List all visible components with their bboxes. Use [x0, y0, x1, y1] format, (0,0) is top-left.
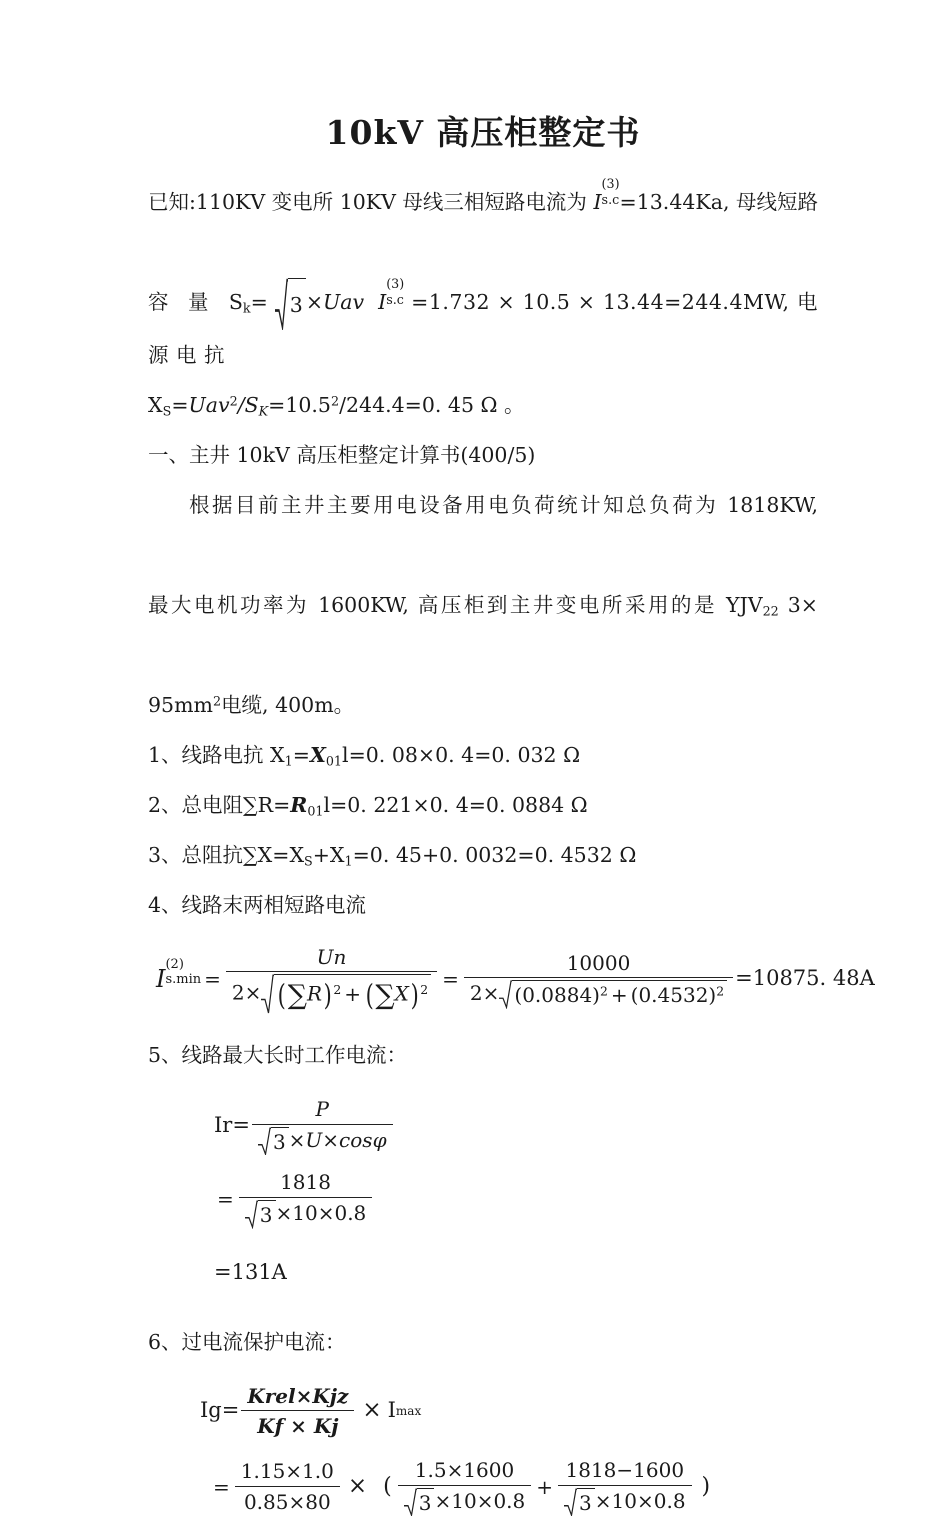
- section-1-paragraph-b: [148, 580, 818, 680]
- item-6-lhs: Ig=: [200, 1398, 240, 1423]
- item-6-f4-denominator: [558, 1486, 692, 1516]
- xs-eval-exponent: 2: [330, 393, 340, 409]
- isc-scripts-2: [386, 276, 405, 310]
- isc-sub-2: s.c: [386, 291, 404, 307]
- sk-subscript: k: [242, 300, 251, 316]
- item-4-fraction-1: [226, 944, 437, 1015]
- intro-line-3: [148, 380, 818, 430]
- item-5-f2-den-rest: ×10×0.8: [275, 1200, 367, 1225]
- item-6-f1-denominator: Kf × Kj: [257, 1413, 339, 1438]
- item-1-rest: l=0. 08×0. 4=0. 032 Ω: [342, 742, 581, 767]
- cable-text: 最大电机功率为 1600KW, 高压柜到主井变电所采用的是 YJV: [148, 592, 763, 617]
- item-4-result: =10875. 48A: [735, 966, 875, 991]
- paren-close-icon: ): [323, 978, 332, 1013]
- item-4-fraction-2: [464, 950, 733, 1009]
- item-4-f1-denominator: [226, 972, 437, 1014]
- sigma-icon: ∑: [375, 980, 395, 1012]
- item-6-formula-1: Ig= $\frac{\text{Krel×Kjz}}{Kf \times Kj}$ × I max: [200, 1383, 422, 1438]
- xs-result: /244.4=0. 45 Ω 。: [339, 392, 525, 417]
- equals-2: =: [171, 392, 189, 417]
- item-1-sub: 1: [284, 753, 293, 769]
- item-4-f1-numerator: Un: [226, 944, 437, 972]
- item-4-f2-numerator: 10000: [464, 950, 733, 978]
- radical-sign-icon: [261, 974, 274, 1014]
- item-6-fraction-4: [558, 1457, 692, 1516]
- intro-line-1: [148, 177, 818, 277]
- item-4-f1-r-exp: 2: [333, 982, 342, 998]
- item-6-f4-numerator: 1818−1600: [558, 1457, 692, 1485]
- xs-subscript: S: [162, 403, 172, 419]
- section-1-paragraph-a: 根据目前主井主要用电设备用电负荷统计知总负荷为 1818KW,: [189, 492, 818, 517]
- xs-eval: =10.5: [268, 392, 331, 417]
- division-slash: /: [237, 392, 245, 417]
- item-1-equals: =: [292, 742, 310, 767]
- item-4-f2-radicand: [512, 980, 727, 1008]
- item-5-formula-2: [214, 1169, 818, 1228]
- paren-close-icon: ): [410, 978, 419, 1013]
- ismin-symbol: I: [156, 964, 166, 993]
- item-5-equals-2: =: [217, 1187, 234, 1212]
- item-6-f1-numerator: Krel×Kjz: [241, 1383, 354, 1411]
- intro-text-b: =13.44Ka, 母线短路: [619, 190, 818, 215]
- item-5-result: =131A: [214, 1259, 287, 1284]
- item-2-var-sub: 01: [307, 803, 324, 819]
- item-6-paren-close: ): [701, 1473, 711, 1499]
- item-6-fraction-3: [398, 1457, 532, 1516]
- symbol-isc-sup: (3): [601, 176, 620, 192]
- item-3-sub-2: 1: [344, 853, 353, 869]
- item-5-f2-numerator: 1818: [239, 1169, 373, 1197]
- item-6-f3-den-rest: ×10×0.8: [434, 1488, 526, 1513]
- sk-subscript-2: K: [258, 403, 269, 419]
- xs-symbol: X: [148, 392, 163, 417]
- item-6-equals-2: =: [213, 1474, 230, 1499]
- item-5-f1-den-rest: ×U×cos: [288, 1127, 373, 1152]
- item-6-f2-denominator: 0.85×80: [243, 1489, 331, 1514]
- item-4-f2-b-exp: 2: [716, 983, 725, 999]
- cable-length: 电缆, 400m。: [221, 692, 355, 717]
- item-4-f1-plus: +: [344, 981, 362, 1006]
- item-3-sub-1: S: [304, 853, 313, 869]
- item-3-plus: +X: [312, 842, 345, 867]
- item-4-f1-radicand: [274, 974, 431, 1014]
- item-4-formula: [156, 944, 875, 1015]
- cable-size-exponent: 2: [212, 693, 222, 709]
- ismin-sub: s.min: [165, 972, 202, 988]
- sqrt-3-radicand: 3: [288, 278, 306, 330]
- isc-symbol-2: I: [378, 290, 387, 315]
- item-5-fraction-1: [252, 1096, 393, 1155]
- item-5-label: 5、线路最大长时工作电流：: [148, 1043, 408, 1068]
- item-3: [148, 830, 818, 880]
- radical-sign-icon: [499, 980, 512, 1008]
- sk-symbol-2: S: [244, 392, 259, 417]
- item-4-equals-1: =: [204, 967, 221, 992]
- intro-line-2: [148, 277, 818, 380]
- section-1-heading: 一、主井 10kV 高压柜整定计算书(400/5): [148, 442, 536, 467]
- item-6-fraction-1: [241, 1383, 354, 1440]
- item-1-var-sub: 01: [325, 753, 343, 769]
- item-4-f1-x-exp: 2: [420, 982, 429, 998]
- uav-term: ×Uav: [305, 290, 365, 315]
- item-6-f3-numerator: 1.5×1600: [398, 1457, 532, 1485]
- item-5-f1-radicand: 3: [271, 1127, 289, 1155]
- sqrt-3-capacity: [275, 278, 306, 330]
- item-6-fraction-2: [235, 1458, 340, 1515]
- item-4-f2-den-lead: 2×: [469, 980, 500, 1005]
- item-1: [148, 730, 818, 780]
- item-2-label: 2、总电阻∑R=: [148, 792, 291, 817]
- item-6-imax: I: [387, 1398, 396, 1423]
- symbol-isc-scripts: [601, 176, 620, 210]
- item-5-f2-radicand: 3: [258, 1200, 276, 1228]
- item-5-f2-sqrt: [245, 1200, 276, 1228]
- cable-size: 95mm: [148, 692, 213, 717]
- item-4-f2-denominator: [464, 978, 733, 1009]
- item-4-label: 4、线路末两相短路电流: [148, 892, 367, 917]
- radical-sign-icon: [258, 1127, 271, 1155]
- ismin-scripts: [165, 956, 202, 991]
- item-5-f2-denominator: [239, 1198, 373, 1229]
- item-6-paren-open: (: [383, 1473, 392, 1499]
- item-6-f4-sqrt: [564, 1488, 595, 1516]
- radical-sign-icon: [245, 1200, 258, 1228]
- item-2: [148, 780, 818, 830]
- item-4-f2-sqrt: [499, 980, 727, 1008]
- paren-open-icon: (: [277, 978, 287, 1013]
- item-2-rest: l=0. 221×0. 4=0. 0884 Ω: [323, 792, 588, 817]
- uav-exponent: 2: [229, 393, 238, 409]
- item-1-label: 1、线路电抗 X: [148, 742, 285, 767]
- item-5-f1-phi: φ: [372, 1127, 387, 1152]
- item-4-f1-r: R: [307, 981, 323, 1006]
- ismin-sup: (2): [165, 956, 184, 972]
- item-6-plus: +: [536, 1474, 554, 1499]
- item-4-equals-2: =: [442, 967, 459, 992]
- item-4-f2-b: (0.4532): [630, 983, 717, 1008]
- item-5-f1-sqrt: [258, 1127, 289, 1155]
- yjv-subscript: 22: [762, 603, 779, 619]
- item-1-var: X: [309, 742, 326, 767]
- item-6-formula-2: [210, 1457, 818, 1516]
- item-6-f3-radicand: 3: [417, 1488, 435, 1516]
- item-2-var: R: [290, 792, 308, 817]
- item-5-f1-numerator: P: [252, 1096, 393, 1124]
- item-4-f1-den-lead: 2×: [231, 980, 262, 1005]
- item-4-f1-x: X: [394, 981, 409, 1006]
- item-6-f4-radicand: 3: [577, 1488, 595, 1516]
- page-title: 10kV 高压柜整定书: [325, 113, 641, 152]
- sigma-icon: ∑: [287, 980, 308, 1012]
- item-4-f2-plus: +: [610, 983, 628, 1008]
- item-6-times: ×: [362, 1397, 382, 1424]
- item-4-f2-a-exp: 2: [599, 983, 608, 999]
- item-4-f2-a: (0.0884): [514, 983, 600, 1008]
- sk-symbol: S: [228, 290, 243, 315]
- isc-sup-2: (3): [386, 276, 405, 292]
- item-6-f3-denominator: [398, 1486, 532, 1516]
- item-5-fraction-2: [239, 1169, 373, 1228]
- item-6-f2-numerator: 1.15×1.0: [235, 1458, 340, 1486]
- equals-1: =: [250, 290, 268, 315]
- capacity-label: 容 量: [148, 290, 215, 315]
- radical-sign-icon: [275, 278, 288, 330]
- item-5-formula-1: [214, 1096, 818, 1155]
- capacity-result: =1.732 × 10.5 × 13.44=244.4MW, 电 源 电 抗: [148, 290, 818, 367]
- intro-text-a: 已知:110KV 变电所 10KV 母线三相短路电流为: [148, 190, 594, 215]
- radical-sign-icon: [404, 1488, 417, 1516]
- item-6-label: 6、过电流保护电流：: [148, 1329, 346, 1354]
- cable-text-cont: 3×: [778, 592, 818, 617]
- item-3-rest: =0. 45+0. 0032=0. 4532 Ω: [352, 842, 637, 867]
- uav-symbol-2: Uav: [188, 392, 230, 417]
- item-3-label: 3、总阻抗∑X=X: [148, 842, 305, 867]
- paren-open-icon: (: [365, 978, 374, 1013]
- symbol-isc: I: [593, 190, 602, 215]
- item-5-lhs: Ir=: [214, 1113, 250, 1138]
- radical-sign-icon: [564, 1488, 577, 1516]
- item-6-f4-den-rest: ×10×0.8: [594, 1488, 686, 1513]
- section-1-paragraph-c: [148, 680, 818, 730]
- symbol-isc-sub: s.c: [601, 191, 620, 207]
- item-5-f1-denominator: [252, 1125, 393, 1156]
- item-4-f1-sqrt: [261, 974, 431, 1014]
- item-6-f3-sqrt: [404, 1488, 435, 1516]
- item-6-times-2: ×: [347, 1473, 368, 1500]
